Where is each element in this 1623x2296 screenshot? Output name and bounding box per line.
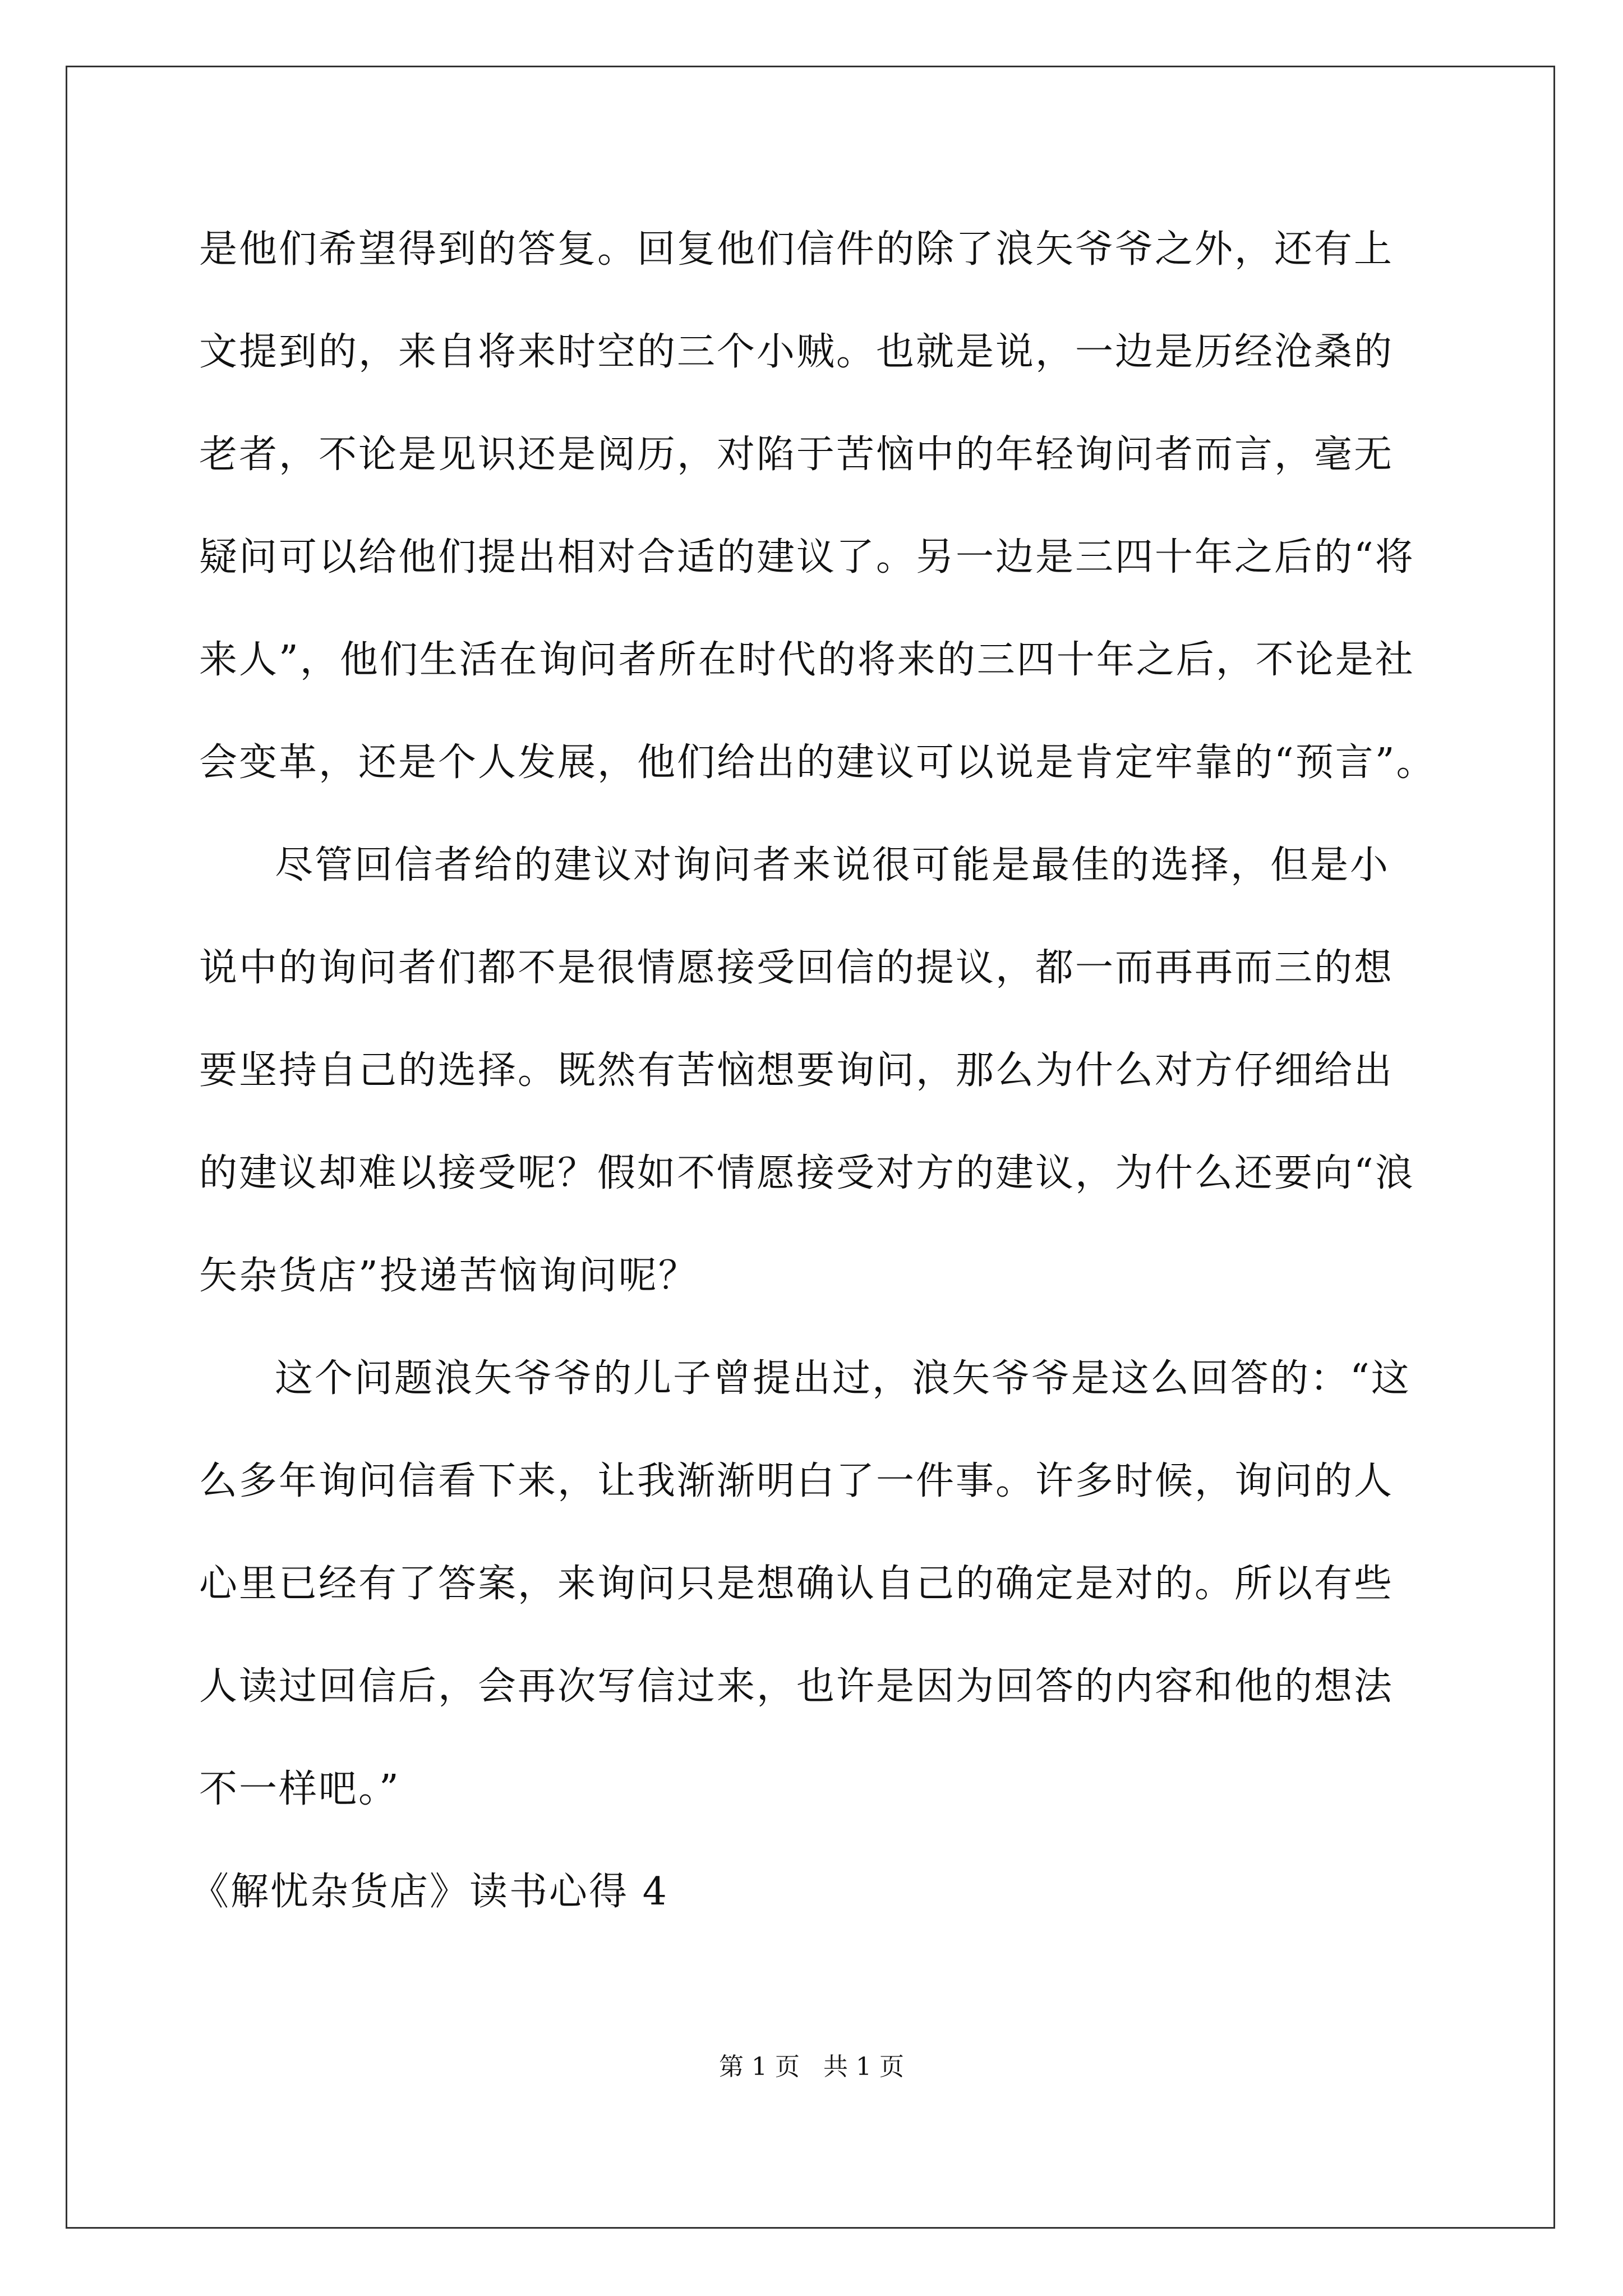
paragraph-3-line-4: 人读过回信后，会再次写信过来，也许是因为回答的内容和他的想法 xyxy=(199,1664,1394,1709)
body-line-2: 文提到的，来自将来时空的三个小贼。也就是说，一边是历经沧桑的 xyxy=(199,330,1394,374)
body-line-6: 会变革，还是个人发展，他们给出的建议可以说是肯定牢靠的“预言”。 xyxy=(199,740,1436,785)
body-line-4: 疑问可以给他们提出相对合适的建议了。另一边是三四十年之后的“将 xyxy=(199,535,1415,579)
paragraph-2-line-2: 说中的询问者们都不是很情愿接受回信的提议，都一而再再而三的想 xyxy=(199,946,1394,990)
paragraph-3-line-5: 不一样吧。” xyxy=(199,1767,400,1811)
paragraph-3-line-1: 这个问题浪矢爷爷的儿子曾提出过，浪矢爷爷是这么回答的：“这 xyxy=(275,1356,1411,1401)
body-line-5: 来人”，他们生活在询问者所在时代的将来的三四十年之后，不论是社 xyxy=(199,638,1415,682)
body-line-1: 是他们希望得到的答复。回复他们信件的除了浪矢爷爷之外，还有上 xyxy=(199,227,1394,272)
paragraph-3-line-2: 么多年询问信看下来，让我渐渐明白了一件事。许多时候，询问的人 xyxy=(199,1459,1394,1503)
paragraph-2-line-4: 的建议却难以接受呢？假如不情愿接受对方的建议，为什么还要向“浪 xyxy=(199,1151,1415,1195)
paragraph-3-line-3: 心里已经有了答案，来询问只是想确认自己的确定是对的。所以有些 xyxy=(199,1562,1394,1606)
section-heading: 《解忧杂货店》读书心得 4 xyxy=(191,1870,668,1914)
page-footer: 第 1 页 共 1 页 xyxy=(719,2053,904,2081)
paragraph-2-line-1: 尽管回信者给的建议对询问者来说很可能是最佳的选择，但是小 xyxy=(275,843,1390,887)
paragraph-2-line-3: 要坚持自己的选择。既然有苦恼想要询问，那么为什么对方仔细给出 xyxy=(199,1048,1394,1093)
paragraph-2-line-5: 矢杂货店”投递苦恼询问呢？ xyxy=(199,1254,698,1298)
body-line-3: 老者，不论是见识还是阅历，对陷于苦恼中的年轻询问者而言，毫无 xyxy=(199,432,1394,477)
